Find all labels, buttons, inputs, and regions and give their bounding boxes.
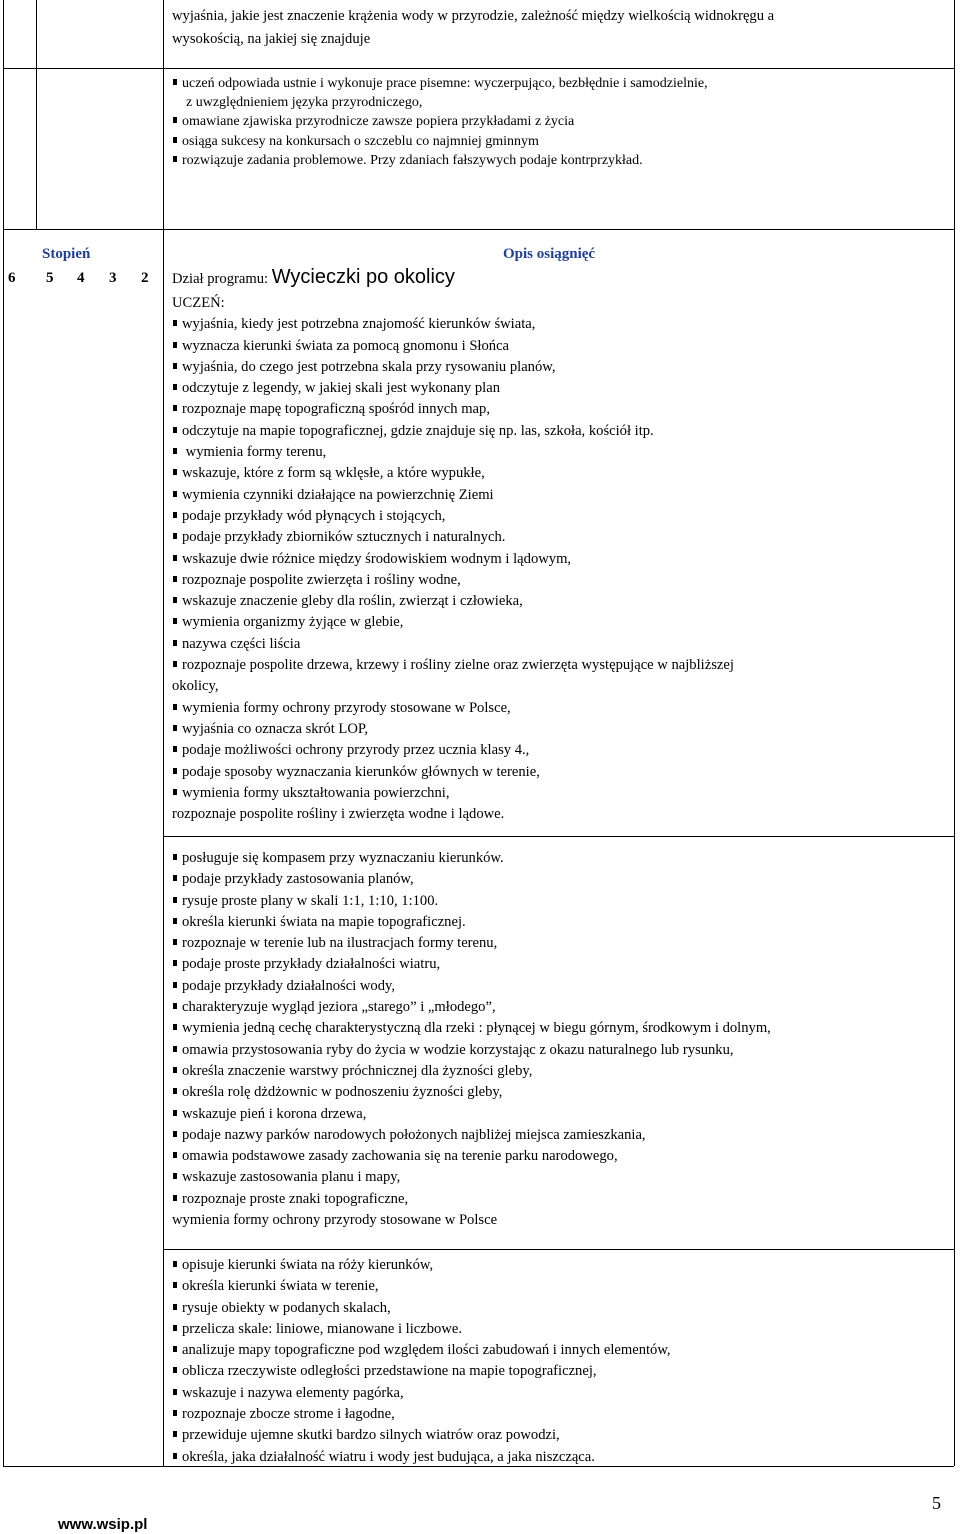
grade-2: 2 [141, 270, 149, 286]
grade3-list [172, 848, 952, 1231]
list-item: wymienia jedną cechę charakterystyczną dla rzeki : płynącej w biegu górnym, środkowym i dolnym, [172, 1018, 952, 1039]
bullet-icon [173, 960, 177, 966]
list-item: z uwzględnieniem języka przyrodniczego, [186, 95, 423, 111]
bullet-icon [173, 597, 177, 603]
grade2-list [172, 293, 952, 825]
list-item: oblicza rzeczywiste odległości przedstawione na mapie topograficznej, [172, 1361, 952, 1382]
bullet-icon [173, 1410, 177, 1416]
list-item: okolicy, [172, 678, 219, 695]
grade-3: 3 [109, 270, 117, 286]
bullet-icon [173, 320, 177, 326]
list-item: przelicza skale: liniowe, mianowane i liczbowe. [172, 1319, 952, 1340]
list-item: podaje możliwości ochrony przyrody przez ucznia klasy 4., [172, 740, 952, 761]
intro-row-divider [3, 68, 954, 69]
bullet-icon [173, 875, 177, 881]
list-item: rozpoznaje mapę topograficzną spośród innych map, [172, 399, 952, 420]
list-item: rozwiązuje zadania problemowe. Przy zdaniach fałszywych podaje kontrprzykład. [172, 151, 952, 170]
bullet-icon [173, 156, 177, 162]
header-stopien: Stopień [42, 246, 91, 262]
list-item: wyjaśnia, do czego jest potrzebna skala przy rysowaniu planów, [172, 357, 952, 378]
bullet-icon [173, 405, 177, 411]
list-item: odczytuje z legendy, w jakiej skali jest wykonany plan [172, 378, 952, 399]
bullet-icon [173, 1088, 177, 1094]
bullet-icon [173, 897, 177, 903]
list-item: podaje przykłady wód płynących i stojących, [172, 506, 952, 527]
grade4-list [172, 1255, 952, 1468]
list-item: podaje przykłady działalności wody, [172, 976, 952, 997]
list-item: rozpoznaje w terenie lub na ilustracjach formy terenu, [172, 933, 952, 954]
bullet-icon [173, 661, 177, 667]
list-item: podaje przykłady zastosowania planów, [172, 869, 952, 890]
bullet-icon [173, 1304, 177, 1310]
list-item: wyjaśnia, kiedy jest potrzebna znajomość kierunków świata, [172, 314, 952, 335]
list-item: posługuje się kompasem przy wyznaczaniu kierunków. [172, 848, 952, 869]
list-item: podaje nazwy parków narodowych położonych najbliżej miejsca zamieszkania, [172, 1125, 952, 1146]
bullet-icon [173, 640, 177, 646]
bullet-icon [173, 1282, 177, 1288]
list-item: określa kierunki świata w terenie, [172, 1276, 952, 1297]
table-left-border [3, 0, 4, 1466]
list-item: nazywa części liścia [172, 634, 952, 655]
bullet-icon [173, 555, 177, 561]
section-heading [172, 266, 455, 289]
list-item: rozpoznaje pospolite rośliny i zwierzęta wodne i lądowe. [172, 806, 505, 823]
list-item: wyjaśnia co oznacza skrót LOP, [172, 719, 952, 740]
bullet-icon [173, 1389, 177, 1395]
list-item: wymienia czynniki działające na powierzchnię Ziemi [172, 485, 952, 506]
list-item: wskazuje znaczenie gleby dla roślin, zwierząt i człowieka, [172, 591, 952, 612]
intro-line: wysokością, na jakiej się znajduje [172, 30, 371, 47]
bullet-icon [173, 469, 177, 475]
list-item: rozpoznaje pospolite zwierzęta i rośliny wodne, [172, 570, 952, 591]
bullet-icon [173, 1195, 177, 1201]
bullet-icon [173, 384, 177, 390]
list-item: określa znaczenie warstwy próchnicznej dla żyzności gleby, [172, 1061, 952, 1082]
list-item: określa rolę dżdżownic w podnoszeniu żyzności gleby, [172, 1082, 952, 1103]
footer-url: www.wsip.pl [58, 1516, 148, 1533]
bullet-icon [173, 1003, 177, 1009]
list-item: wskazuje pień i korona drzewa, [172, 1104, 952, 1125]
list-item: osiąga sukcesy na konkursach o szczeblu co najmniej gminnym [172, 132, 952, 151]
bullet-icon [173, 512, 177, 518]
list-item: odczytuje na mapie topograficznej, gdzie znajduje się np. las, szkoła, kościół itp. [172, 421, 952, 442]
list-item: wskazuje dwie różnice między środowiskiem wodnym i lądowym, [172, 549, 952, 570]
bullet-icon [173, 1024, 177, 1030]
list-item: wskazuje i nazywa elementy pagórka, [172, 1383, 952, 1404]
bullet-icon [173, 491, 177, 497]
grade-col-divider-2 [163, 229, 164, 1466]
list-item: wymienia formy ukształtowania powierzchni, [172, 783, 952, 804]
grade-6: 6 [8, 270, 16, 286]
bullet-icon [173, 1110, 177, 1116]
list-item: rozpoznaje proste znaki topograficzne, [172, 1189, 952, 1210]
grade-5: 5 [46, 270, 54, 286]
list-item: wymienia formy ochrony przyrody stosowane w Polsce [172, 1212, 498, 1229]
list-item: rysuje proste plany w skali 1:1, 1:10, 1:100. [172, 891, 952, 912]
list-item: omawia podstawowe zasady zachowania się na terenie parku narodowego, [172, 1146, 952, 1167]
bullet-icon [173, 1067, 177, 1073]
dzial-title: Wycieczki po okolicy [271, 266, 455, 288]
table-right-border [954, 0, 955, 1466]
bullet-icon [173, 576, 177, 582]
dzial-prefix: Dział programu: [172, 271, 272, 287]
list-item: wymienia organizmy żyjące w glebie, [172, 612, 952, 633]
list-item: rysuje obiekty w podanych skalach, [172, 1298, 952, 1319]
list-item: wymienia formy ochrony przyrody stosowane w Polsce, [172, 698, 952, 719]
bullet-icon [173, 789, 177, 795]
bullet-icon [173, 939, 177, 945]
bullet-icon [173, 1431, 177, 1437]
header-opis: Opis osiągnięć [503, 246, 596, 262]
bullet-icon [173, 533, 177, 539]
intro-line: wyjaśnia, jakie jest znaczenie krążenia wody w przyrodzie, zależność między wielkością widnokręgu a [172, 8, 775, 24]
bullet-icon [173, 1152, 177, 1158]
grade6-row-bottom [3, 229, 954, 230]
bullet-icon [173, 1325, 177, 1331]
grade6-list [172, 74, 952, 170]
grade-col-divider-1 [36, 0, 37, 229]
bullet-icon [173, 1131, 177, 1137]
bullet-icon [173, 79, 177, 85]
list-item: charakteryzuje wygląd jeziora „starego” i „młodego”, [172, 997, 952, 1018]
bullet-icon [173, 137, 177, 143]
grade-4: 4 [77, 270, 85, 286]
page-number: 5 [932, 1493, 941, 1513]
bullet-icon [173, 768, 177, 774]
bullet-icon [173, 363, 177, 369]
list-item: podaje proste przykłady działalności wiatru, [172, 954, 952, 975]
list-item: opisuje kierunki świata na róży kierunków, [172, 1255, 952, 1276]
uczen-label: UCZEŃ: [172, 295, 225, 311]
list-item: wskazuje, które z form są wklęsłe, a które wypukłe, [172, 463, 952, 484]
list-item: określa kierunki świata na mapie topograficznej. [172, 912, 952, 933]
bullet-icon [173, 117, 177, 123]
list-item: wskazuje zastosowania planu i mapy, [172, 1167, 952, 1188]
list-item: rozpoznaje pospolite drzewa, krzewy i rośliny zielne oraz zwierzęta występujące w najbliższej [172, 655, 952, 676]
list-item: omawiane zjawiska przyrodnicze zawsze popiera przykładami z życia [172, 112, 952, 131]
list-item: uczeń odpowiada ustnie i wykonuje prace pisemne: wyczerpująco, bezbłędnie i samodzielnie, [172, 74, 952, 93]
list-item: analizuje mapy topograficzne pod względem ilości zabudowań i innych elementów, [172, 1340, 952, 1361]
bullet-icon [173, 1453, 177, 1459]
bullet-icon [173, 618, 177, 624]
bullet-icon [173, 1367, 177, 1373]
bullet-icon [173, 448, 177, 454]
list-item: wyznacza kierunki świata za pomocą gnomonu i Słońca [172, 336, 952, 357]
section3-bottom [163, 1249, 954, 1250]
bullet-icon [173, 725, 177, 731]
list-item: wymienia formy terenu, [172, 442, 952, 463]
intro-text [172, 5, 952, 51]
bullet-icon [173, 1173, 177, 1179]
bullet-icon [173, 1346, 177, 1352]
bullet-icon [173, 1046, 177, 1052]
bullet-icon [173, 982, 177, 988]
bullet-icon [173, 427, 177, 433]
bullet-icon [173, 704, 177, 710]
list-item: podaje sposoby wyznaczania kierunków głównych w terenie, [172, 762, 952, 783]
list-item: omawia przystosowania ryby do życia w wodzie korzystając z okazu naturalnego lub rysunku, [172, 1040, 952, 1061]
list-item: rozpoznaje zbocze strome i łagodne, [172, 1404, 952, 1425]
bullet-icon [173, 854, 177, 860]
bullet-icon [173, 746, 177, 752]
bullet-icon [173, 342, 177, 348]
list-item: określa, jaka działalność wiatru i wody jest budująca, a jaka niszcząca. [172, 1447, 952, 1468]
bullet-icon [173, 1261, 177, 1267]
list-item: przewiduje ujemne skutki bardzo silnych wiatrów oraz powodzi, [172, 1425, 952, 1446]
list-item: podaje przykłady zbiorników sztucznych i naturalnych. [172, 527, 952, 548]
section2-bottom [163, 836, 954, 837]
bullet-icon [173, 918, 177, 924]
